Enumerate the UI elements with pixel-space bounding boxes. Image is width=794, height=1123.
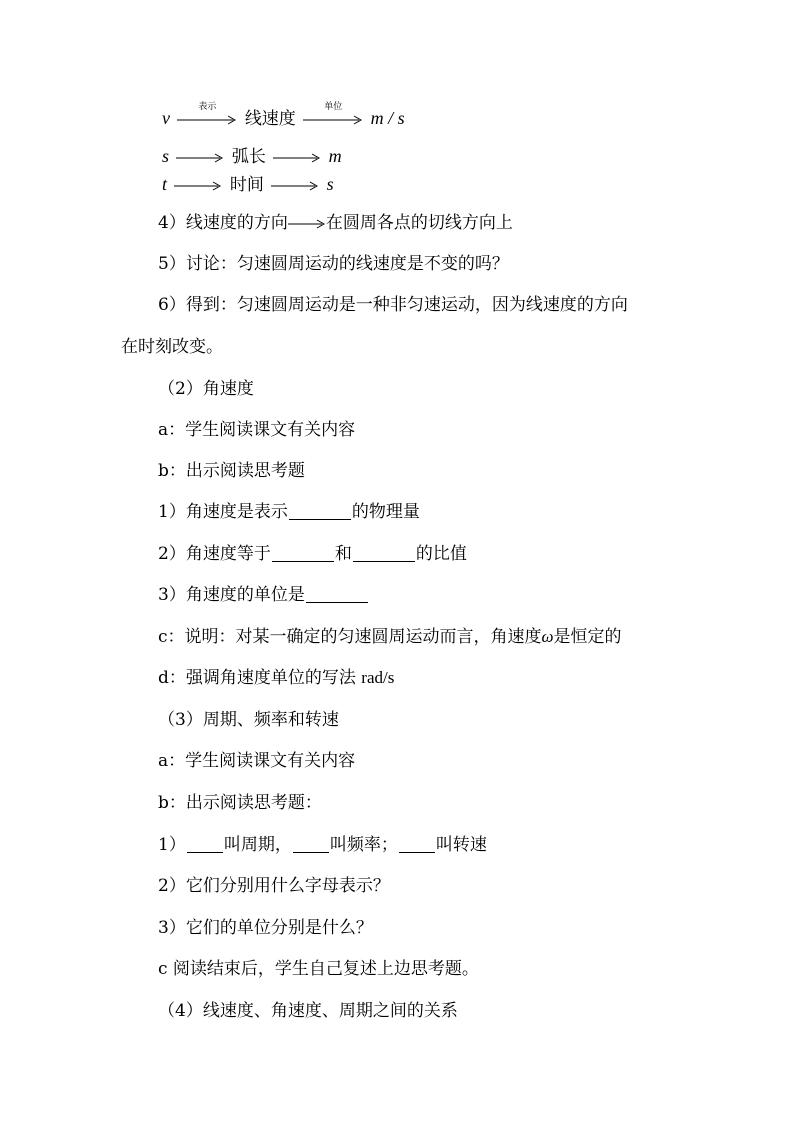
q1-suffix: 的物理量 [351, 502, 420, 522]
q1-frequency: 叫频率； [329, 835, 398, 855]
variable-t: t [162, 174, 168, 194]
formula-label-arc: 弧长 [231, 147, 266, 167]
item-4 [158, 212, 513, 234]
section-2-q1 [158, 501, 420, 523]
section-3-q2: 2）它们分别用什么字母表示？ [158, 876, 390, 896]
section-3-a: a：学生阅读课文有关内容 [158, 751, 356, 771]
section-2-q2 [158, 543, 467, 565]
section-2-c [158, 626, 622, 648]
section-4-heading: （4）线速度、角速度、周期之间的关系 [158, 1001, 458, 1021]
formula-label-time: 时间 [229, 175, 264, 195]
section-2-b: b：出示阅读思考题 [158, 461, 305, 481]
formula-label-velocity: 线速度 [244, 109, 296, 129]
d-prefix: d：强调角速度单位的写法 [158, 668, 356, 688]
arrow-icon [273, 152, 321, 164]
arrow-icon [174, 180, 222, 192]
section-2-d [158, 667, 394, 689]
c-prefix: c：说明：对某一确定的匀速圆周运动而言，角速度 [158, 627, 542, 647]
q2-prefix: 2）角速度等于 [158, 544, 271, 564]
q1-prefix: 1）角速度是表示 [158, 502, 288, 522]
q2-middle: 和 [334, 544, 352, 564]
answer-blank [289, 504, 351, 520]
item-4-tail: 在圆周各点的切线方向上 [325, 213, 513, 233]
arrow-icon [288, 218, 326, 230]
item-6-line-2: 在时刻改变。 [121, 337, 223, 357]
answer-blank [187, 837, 223, 853]
arrow-icon [176, 152, 224, 164]
formula-row-s [162, 145, 342, 168]
formula-row-t [162, 173, 334, 196]
omega-symbol: ω [541, 627, 554, 646]
item-6-line-1: 6）得到：匀速圆周运动是一种非匀速运动，因为线速度的方向 [158, 295, 628, 315]
answer-blank [293, 837, 329, 853]
section-2-a: a：学生阅读课文有关内容 [158, 420, 356, 440]
arrow-icon [271, 180, 319, 192]
arrow-icon [177, 101, 237, 126]
formula-row-v [162, 101, 405, 130]
section-2-heading: （2）角速度 [158, 379, 254, 399]
q1-period: 叫周期， [223, 835, 292, 855]
q1-prefix: 1） [158, 835, 186, 855]
q2-suffix: 的比值 [415, 544, 467, 564]
item-5: 5）讨论：匀速圆周运动的线速度是不变的吗？ [158, 254, 509, 274]
formula-unit: m [328, 146, 342, 166]
unit-rad-s: rad/s [361, 668, 395, 687]
c-suffix: 是恒定的 [553, 627, 622, 647]
section-3-b: b：出示阅读思考题： [158, 793, 322, 813]
section-3-heading: （3）周期、频率和转速 [158, 710, 339, 730]
answer-blank [399, 837, 435, 853]
arrow-icon [303, 101, 363, 126]
item-4-text: 4）线速度的方向 [158, 213, 288, 233]
arrow-label: 单位 [324, 101, 343, 112]
section-3-q1 [158, 834, 487, 856]
formula-unit: m / s [370, 108, 405, 128]
section-3-c: c 阅读结束后，学生自己复述上边思考题。 [158, 959, 479, 979]
answer-blank [272, 546, 334, 562]
section-3-q3: 3）它们的单位分别是什么？ [158, 918, 373, 938]
answer-blank [306, 587, 368, 603]
variable-s: s [162, 146, 170, 166]
variable-v: v [162, 108, 170, 128]
answer-blank [353, 546, 415, 562]
section-2-q3 [158, 584, 369, 606]
q1-speed: 叫转速 [435, 835, 487, 855]
arrow-label: 表示 [198, 101, 217, 112]
q3-prefix: 3）角速度的单位是 [158, 585, 305, 605]
formula-unit: s [326, 174, 334, 194]
